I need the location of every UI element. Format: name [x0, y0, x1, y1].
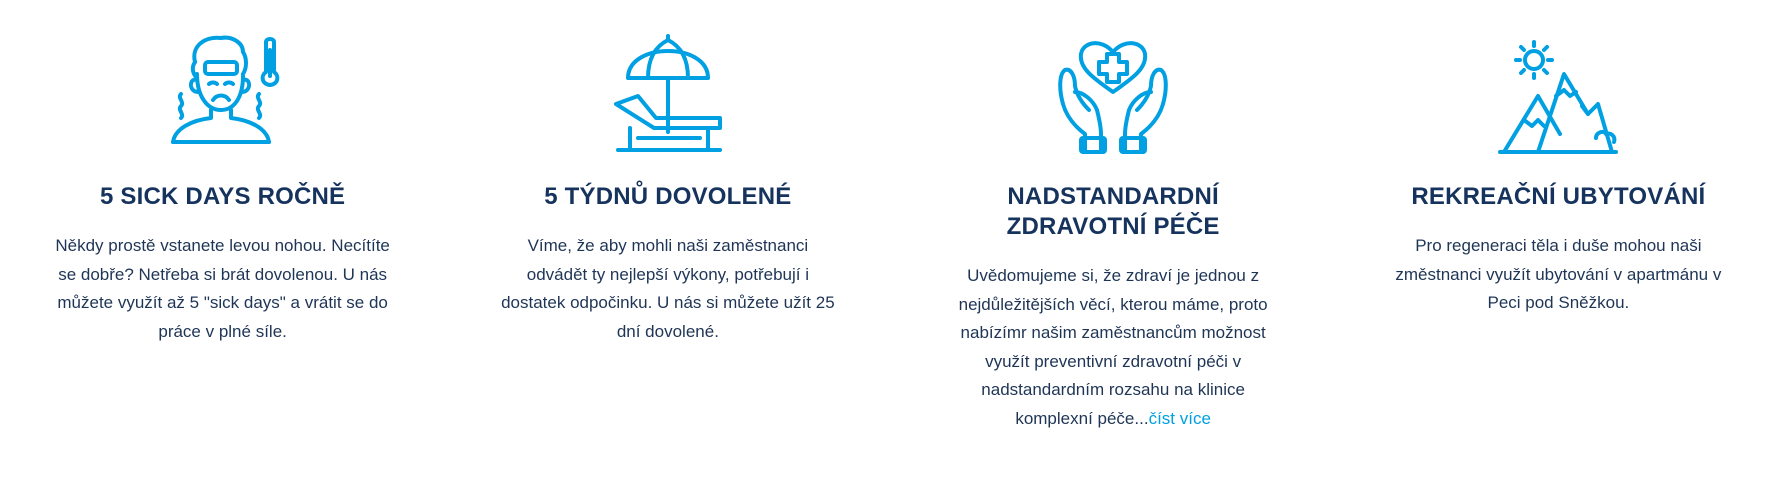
sick-person-thermometer-icon — [163, 34, 283, 162]
benefit-card-sick-days — [54, 34, 391, 346]
benefit-card-vacation — [499, 34, 836, 346]
benefit-title: 5 TÝDNŮ DOVOLENÉ — [544, 183, 792, 210]
benefit-description-text: Uvědomujeme si, že zdraví je jednou z nejdůležitějších věcí, kterou máme, proto nabízímr našim zaměstnancům možnost využít preventivní zdravotní péči v nadstandardním rozsahu na klinice komplexní péče... — [958, 266, 1268, 428]
benefit-title: NADSTANDARDNÍ ZDRAVOTNÍ PÉČE — [1006, 183, 1220, 240]
read-more-link[interactable]: číst více — [1148, 408, 1211, 428]
beach-umbrella-lounger-icon — [608, 34, 728, 162]
benefit-description: Někdy prostě vstanete levou nohou. Necítíte se dobře? Netřeba si brát dovolenou. U nás můžete využít až 5 "sick days" a vrátit se do práce v plné síle. — [55, 236, 390, 341]
benefit-description: Víme, že aby mohli naši zaměstnanci odvádět ty nejlepší výkony, potřebují i dostatek odpočinku. U nás si můžete užít 25 dní dovolené. — [501, 236, 835, 341]
benefit-title: REKREAČNÍ UBYTOVÁNÍ — [1411, 183, 1706, 210]
benefit-card-recreation — [1390, 34, 1727, 318]
benefit-card-health-care — [945, 34, 1282, 433]
mountains-sun-icon — [1498, 34, 1618, 162]
heart-hands-health-icon — [1053, 34, 1173, 162]
benefit-description — [945, 262, 1282, 433]
benefit-title: 5 SICK DAYS ROČNĚ — [100, 183, 346, 210]
benefit-description: Pro regeneraci těla i duše mohou naši změstnanci využít ubytování v apartmánu v Peci pod Sněžkou. — [1395, 236, 1722, 312]
